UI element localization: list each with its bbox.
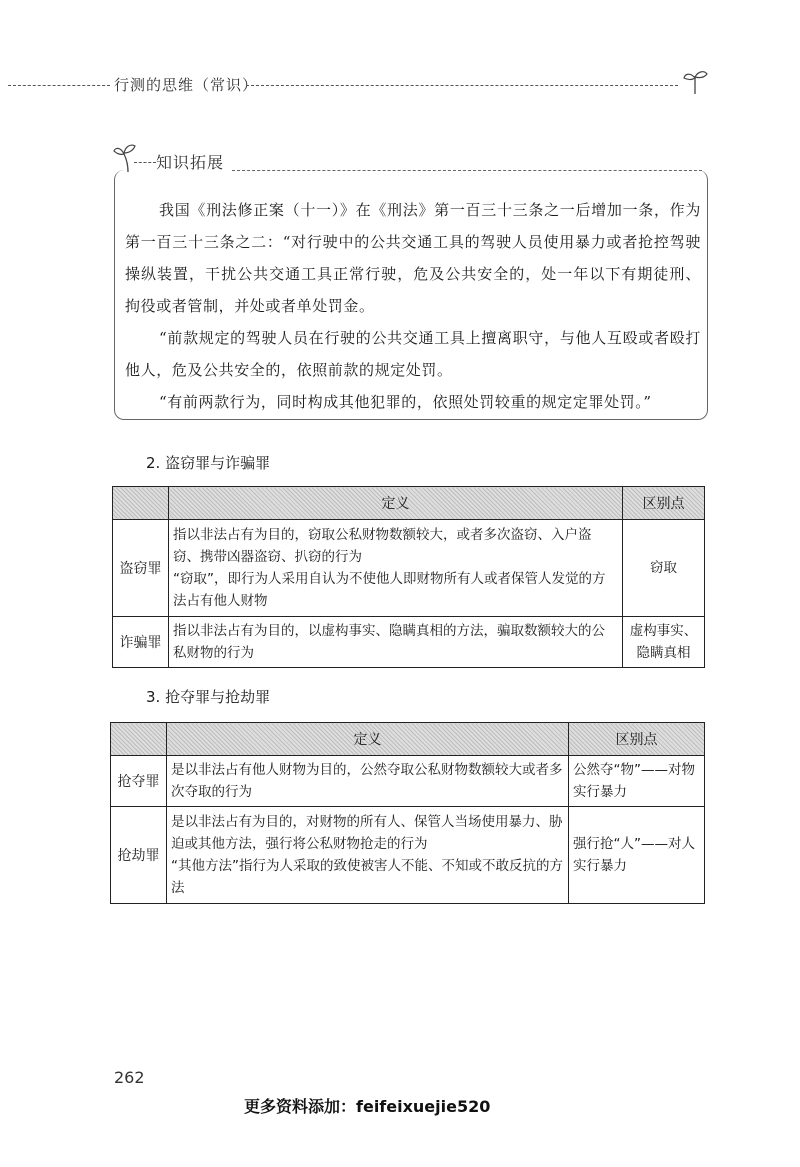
crime-name: 抢夺罪 [111, 756, 167, 807]
header-title: 行测的思维（常识） [114, 76, 259, 94]
header-rule-left [8, 85, 110, 86]
crime-difference: 强行抢“人”——对人实行暴力 [569, 807, 705, 904]
theft-fraud-table [112, 486, 705, 668]
box-title: 知识拓展 [156, 153, 225, 172]
header-rule-right [246, 85, 678, 86]
crime-difference: 窃取 [623, 520, 705, 617]
table-header-row [113, 487, 705, 520]
box-content [125, 194, 701, 418]
label-rule [134, 162, 156, 163]
box-paragraph: “前款规定的驾驶人员在行驶的公共交通工具上擅离职守，与他人互殴或者殴打他人，危及公共安全的，依照前款的规定处罚。 [125, 329, 701, 379]
crime-definition: 指以非法占有为目的，以虚构事实、隐瞒真相的方法，骗取数额较大的公私财物的行为 [169, 617, 623, 668]
header-difference: 区别点 [623, 487, 705, 520]
crime-difference: 虚构事实、隐瞒真相 [623, 617, 705, 668]
header-definition: 定义 [169, 487, 623, 520]
header-difference: 区别点 [569, 723, 705, 756]
box-paragraph: 我国《刑法修正案（十一）》在《刑法》第一百三十三条之一后增加一条，作为第一百三十三条之二：“对行驶中的公共交通工具的驾驶人员使用暴力或者抢控驾驶操纵装置，干扰公共交通工具正常行驶，危及公共安全的，处一年以下有期徒刑、拘役或者管制，并处或者单处罚金。 [125, 201, 701, 315]
section-title: 2. 盗窃罪与诈骗罪 [146, 454, 271, 472]
table-row [111, 807, 705, 904]
header-blank [111, 723, 167, 756]
header-blank [113, 487, 169, 520]
section-title: 3. 抢夺罪与抢劫罪 [146, 688, 271, 706]
robbery-table [110, 722, 705, 904]
crime-name: 盗窃罪 [113, 520, 169, 617]
table-header-row [111, 723, 705, 756]
page-number: 262 [114, 1068, 145, 1087]
table-row [111, 756, 705, 807]
sprout-icon [680, 66, 710, 96]
knowledge-box [114, 170, 708, 420]
table-row [113, 520, 705, 617]
header-definition: 定义 [167, 723, 569, 756]
table-row [113, 617, 705, 668]
box-paragraph: “有前两款行为，同时构成其他犯罪的，依照处罚较重的规定定罪处罚。” [159, 393, 652, 411]
crime-difference: 公然夺“物”——对物实行暴力 [569, 756, 705, 807]
crime-definition: 是以非法占有为目的，对财物的所有人、保管人当场使用暴力、胁迫或其他方法，强行将公私财物抢走的行为 “其他方法”指行为人采取的致使被害人不能、不知或不敢反抗的方法 [167, 807, 569, 904]
crime-definition: 指以非法占有为目的，窃取公私财物数额较大，或者多次盗窃、入户盗窃、携带凶器盗窃、扒窃的行为 “窃取”，即行为人采用自认为不使他人即财物所有人或者保管人发觉的方法占有他人财物 [169, 520, 623, 617]
crime-definition: 是以非法占有他人财物为目的，公然夺取公私财物数额较大或者多次夺取的行为 [167, 756, 569, 807]
footer-note: 更多资料添加：feifeixuejie520 [244, 1097, 491, 1116]
running-header [0, 74, 800, 98]
sprout-icon [112, 140, 144, 174]
crime-name: 抢劫罪 [111, 807, 167, 904]
crime-name: 诈骗罪 [113, 617, 169, 668]
